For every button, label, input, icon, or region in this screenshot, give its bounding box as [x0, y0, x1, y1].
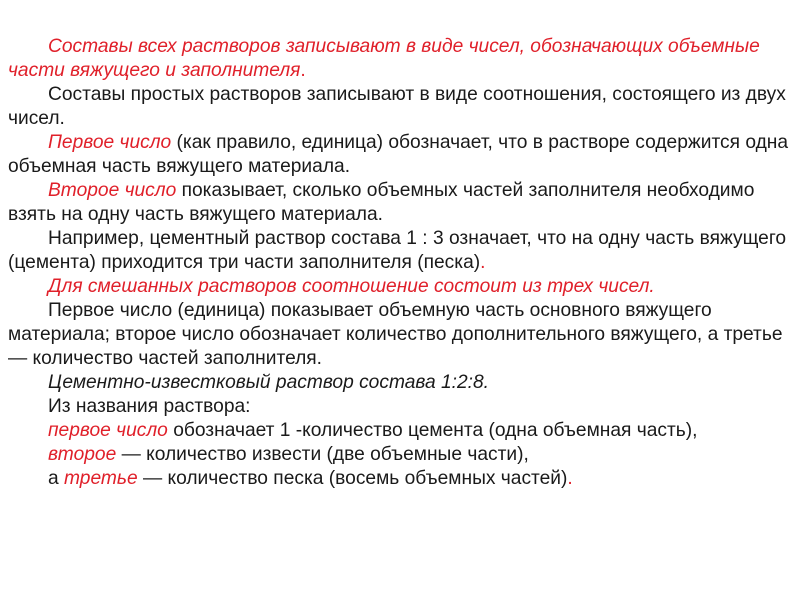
paragraph-2: Составы простых растворов записывают в виде соотношения, состоящего из двух чисел.	[8, 84, 786, 129]
highlight-second: второе	[48, 444, 117, 465]
paragraph-8	[8, 371, 794, 395]
paragraph-9: Из названия раствора:	[48, 396, 251, 417]
highlight-first-number: Первое число	[48, 132, 172, 153]
paragraph-7: Первое число (единица) показывает объемную часть основного вяжущего материала; второе число обозначает количество дополнительного вяжущего, а третье — количество частей заполнителя.	[8, 300, 783, 369]
paragraph-4-text: показывает, сколько объемных частей заполнителя необходимо взять на одну часть вяжущего материала.	[8, 180, 755, 225]
paragraph-12-lead: а	[48, 468, 65, 489]
paragraph-4	[8, 179, 794, 227]
paragraph-10-text: обозначает 1 -количество цемента (одна объемная часть),	[167, 420, 698, 441]
paragraph-3	[8, 131, 794, 179]
highlight-mixed-mortars: Для смешанных растворов соотношение состоит из трех чисел.	[48, 276, 655, 297]
paragraph-5-end: .	[480, 252, 486, 273]
highlight-definition: Составы всех растворов записывают в виде чисел, обозначающих объемные части вяжущего и заполнителя	[8, 36, 760, 81]
paragraph-12	[8, 467, 794, 491]
paragraph-5-text: Например, цементный раствор состава 1 : 3 означает, что на одну часть вяжущего (цемента) приходится три части заполнителя (песка)	[8, 228, 787, 273]
example-mortar: Цементно-известковый раствор состава 1:2:8.	[48, 372, 489, 393]
paragraph-1-end: .	[300, 60, 306, 81]
paragraph-11-text: — количество извести (две объемные части),	[116, 444, 529, 465]
paragraph-12-text: — количество песка (восемь объемных частей)	[137, 468, 568, 489]
paragraph-5	[8, 227, 794, 275]
highlight-third: третье	[64, 468, 138, 489]
paragraph-3-text: (как правило, единица) обозначает, что в растворе содержится одна объемная часть вяжущего материала.	[8, 132, 789, 177]
paragraph-1	[8, 35, 794, 83]
paragraph-10	[8, 419, 794, 443]
highlight-first: первое число	[48, 420, 168, 441]
paragraph-11	[8, 443, 794, 467]
highlight-second-number: Второе число	[48, 180, 177, 201]
paragraph-6	[8, 275, 794, 299]
paragraph-12-end: .	[567, 468, 573, 489]
slide-text	[8, 35, 794, 491]
